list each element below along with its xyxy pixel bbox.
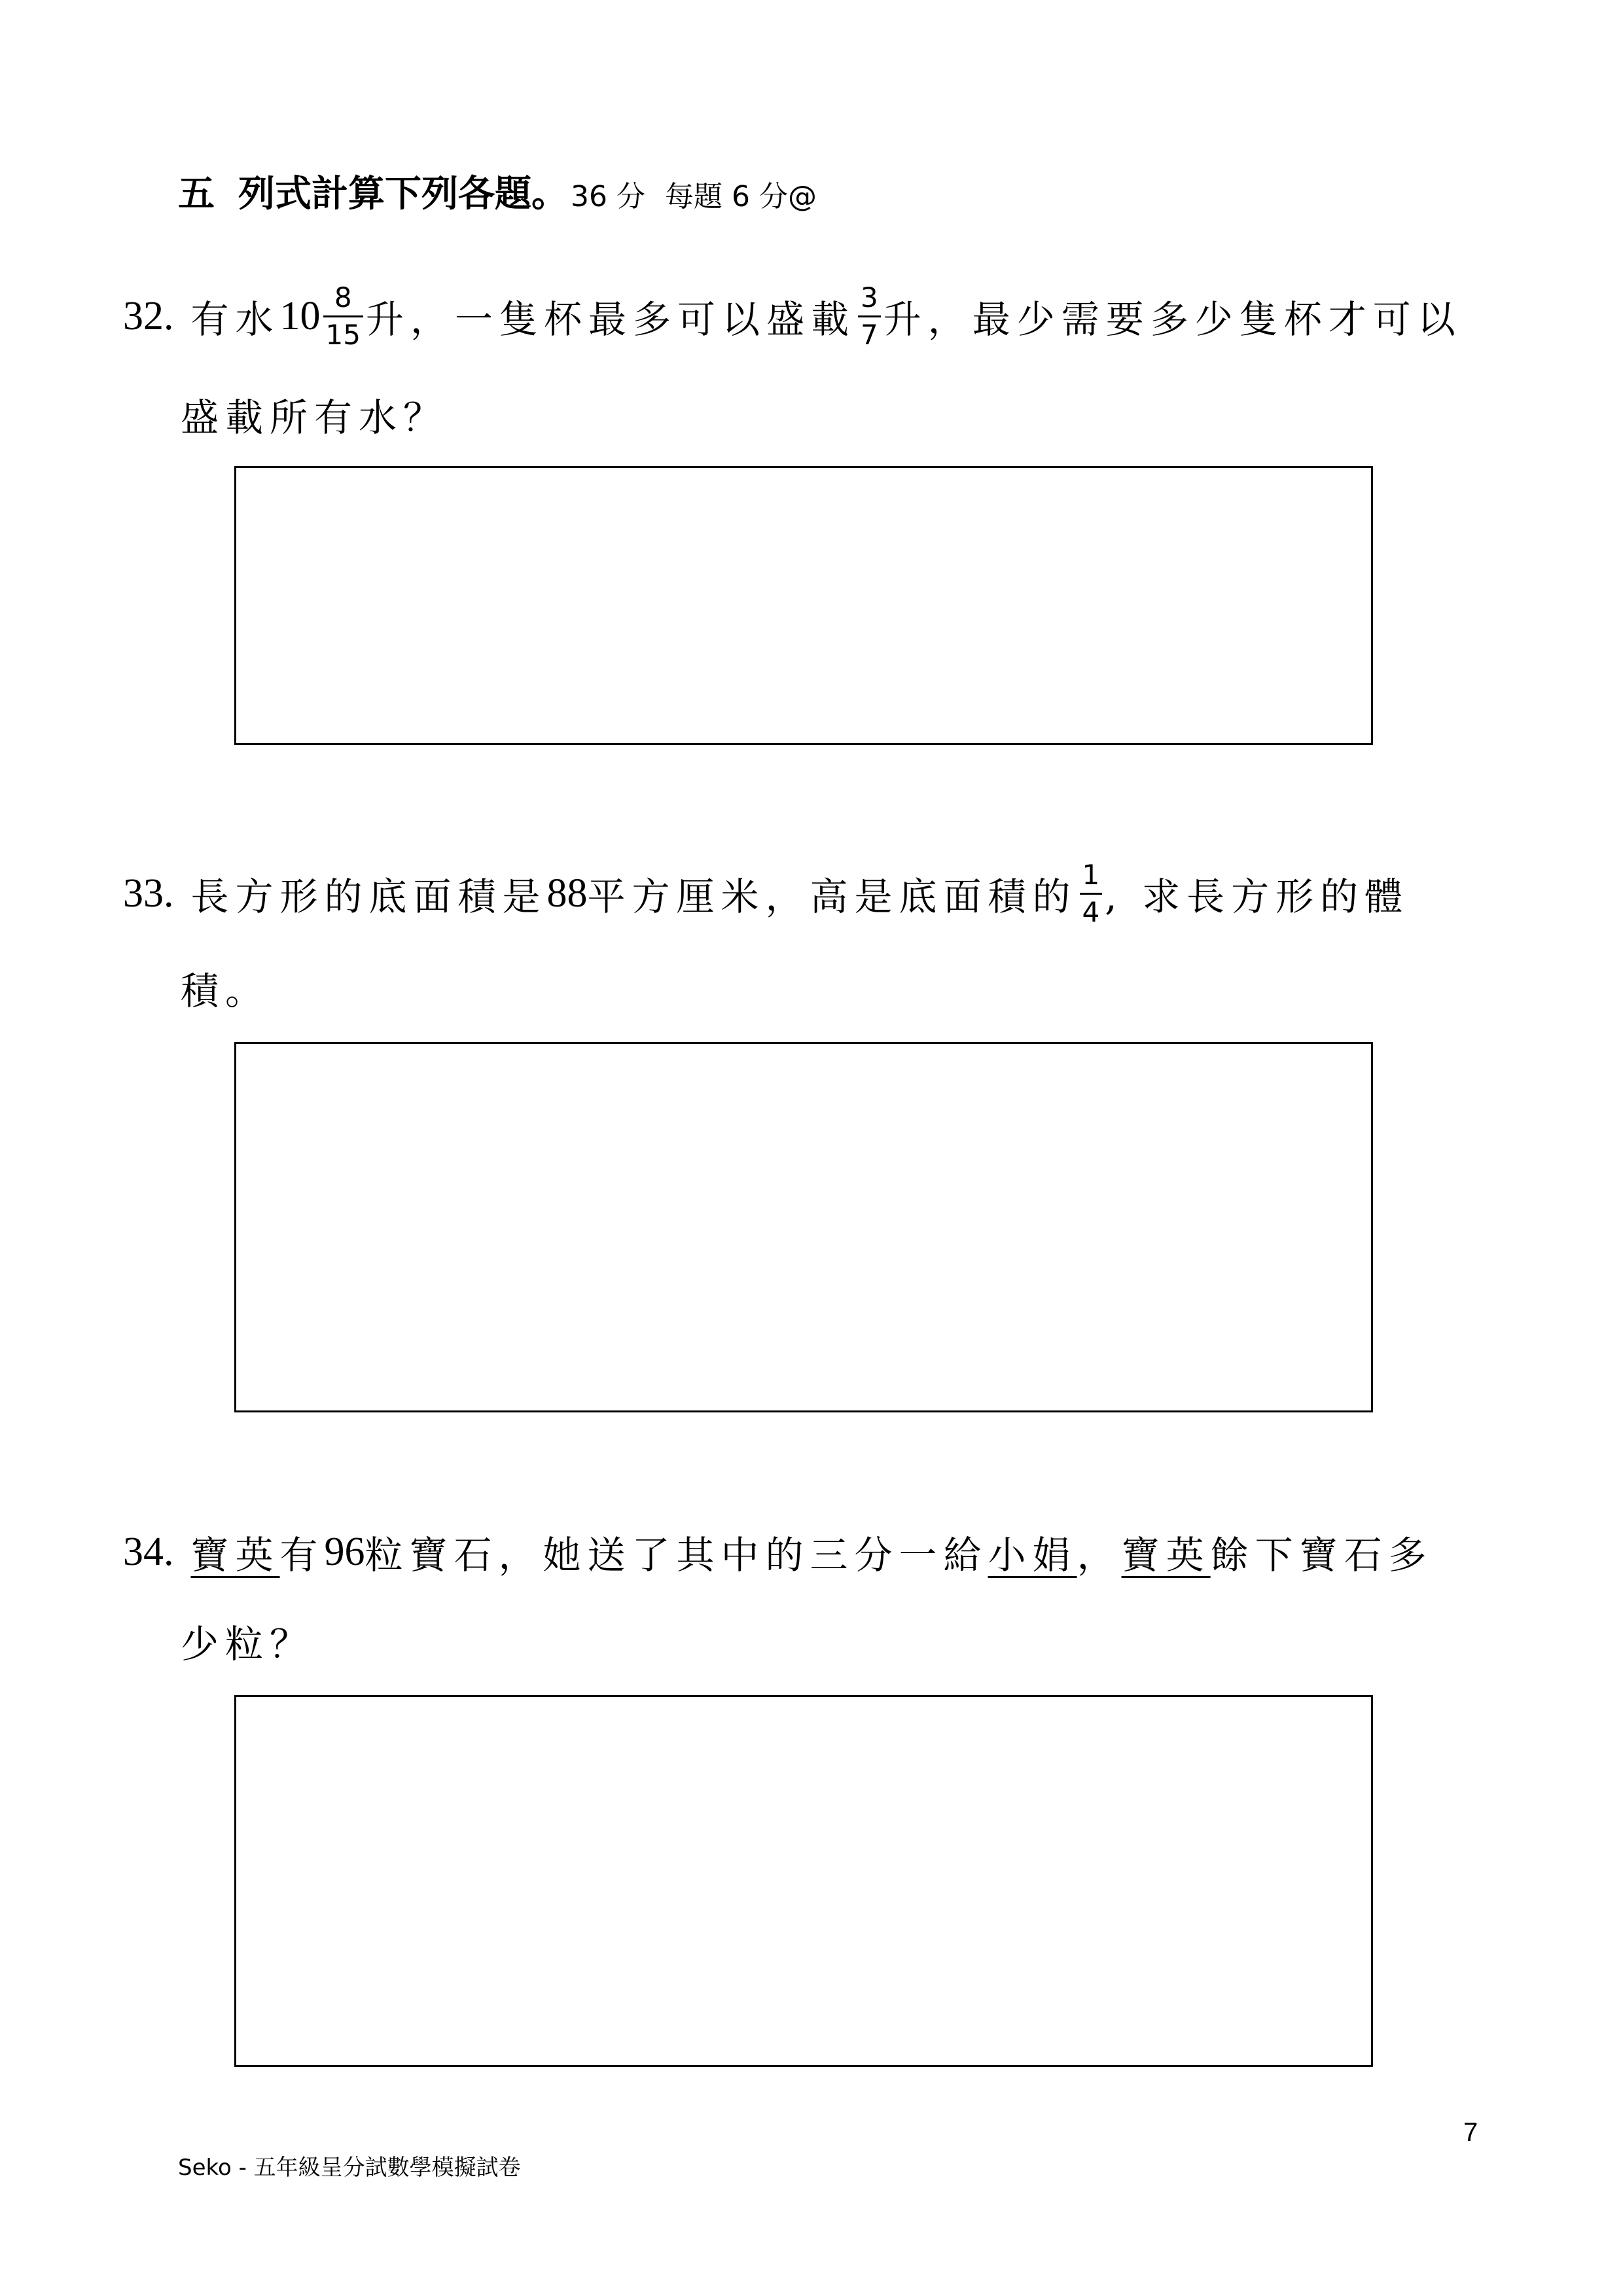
question-33-line-1	[123, 857, 1409, 929]
answer-box-33[interactable]	[234, 1042, 1373, 1412]
question-text: 平方厘米，高是底面積的	[587, 874, 1077, 919]
page-number: 7	[1463, 2118, 1478, 2147]
question-text: 有水	[190, 297, 280, 342]
question-text: 積。	[181, 969, 270, 1013]
person-name-underlined: 寶英	[1121, 1533, 1211, 1577]
question-text: 少粒？	[181, 1622, 315, 1666]
question-number: 33.	[123, 870, 174, 916]
fraction-denominator: 15	[325, 318, 361, 351]
question-text: 粒寶石，她送了其中的三分一給	[365, 1533, 988, 1577]
fraction-denominator: 7	[860, 318, 878, 351]
fraction	[1080, 858, 1103, 928]
person-name-underlined: 小娟	[988, 1533, 1077, 1577]
question-34-line-2	[181, 1605, 314, 1677]
section-title: 列式計算下列各題。	[238, 173, 568, 215]
answer-box-34[interactable]	[234, 1695, 1373, 2067]
question-34-line-1	[123, 1516, 1433, 1588]
number-value: 88	[546, 870, 588, 916]
question-text: 升，一隻杯最多可以盛載	[365, 297, 855, 342]
footer-text: Seko - 五年級呈分試數學模擬試卷	[178, 2155, 521, 2181]
section-number: 五	[178, 173, 215, 215]
section-marks: 36 分	[571, 180, 645, 213]
fraction-numerator: 8	[334, 281, 352, 314]
question-32-line-2	[181, 378, 448, 450]
fraction-numerator: 3	[860, 281, 878, 314]
question-text: 升，最少需要多少隻杯才可以	[883, 297, 1462, 342]
person-name-underlined: 寶英	[190, 1533, 280, 1577]
question-text: 有	[279, 1533, 325, 1577]
fraction-denominator: 4	[1082, 895, 1100, 928]
number-value: 96	[324, 1529, 365, 1574]
question-text: 盛載所有水？	[181, 395, 448, 440]
question-text: 長方形的底面積是	[190, 874, 547, 919]
question-text: 餘下寶石多	[1210, 1533, 1433, 1577]
answer-box-32[interactable]	[234, 466, 1373, 745]
question-number: 32.	[123, 293, 174, 338]
fraction-numerator: 1	[1082, 858, 1100, 891]
question-text: , 求長方形的體	[1105, 874, 1410, 919]
section-marks-each: 每題 6 分@	[664, 180, 817, 213]
question-text: ，	[1077, 1533, 1122, 1577]
question-33-line-2	[181, 952, 270, 1024]
section-heading	[178, 165, 817, 224]
question-number: 34.	[123, 1529, 174, 1574]
mixed-number-whole: 10	[279, 293, 321, 338]
fraction	[858, 281, 881, 351]
fraction	[323, 281, 363, 351]
question-32-line-1	[123, 280, 1462, 352]
